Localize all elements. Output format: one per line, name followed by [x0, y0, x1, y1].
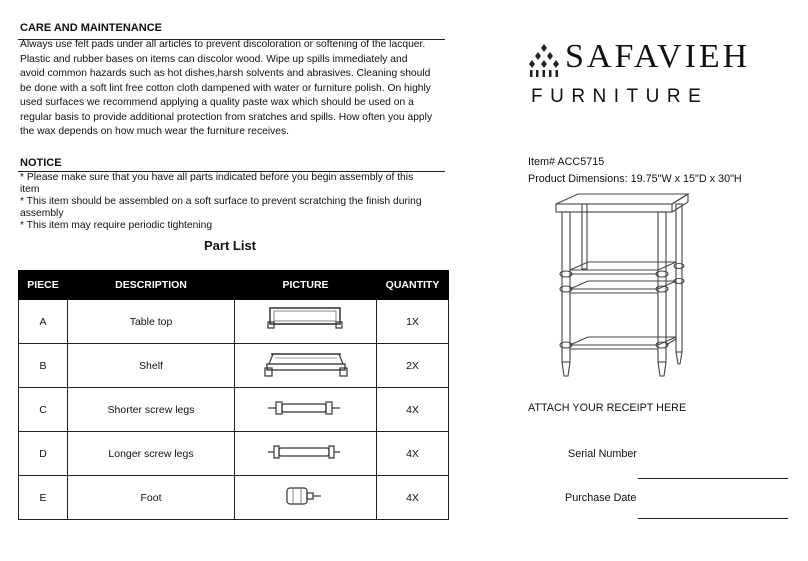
- column-header-piece: PIECE: [19, 271, 68, 300]
- picture-cell: [235, 300, 377, 344]
- long-leg-drawing: [266, 440, 346, 464]
- picture-cell: [235, 344, 377, 388]
- piece-cell: B: [19, 344, 68, 388]
- product-dimensions: Product Dimensions: 19.75"W x 15"D x 30"H: [528, 173, 742, 185]
- table-row: [19, 476, 449, 520]
- column-header-picture: PICTURE: [235, 271, 377, 300]
- notice-line: item: [20, 184, 40, 195]
- part-list-title: Part List: [204, 238, 257, 253]
- shelf-drawing: [261, 344, 351, 384]
- description-cell: Longer screw legs: [68, 432, 235, 476]
- column-header-quantity: QUANTITY: [377, 271, 449, 300]
- description-cell: Shorter screw legs: [68, 388, 235, 432]
- notice-line: * This item should be assembled on a soft surface to prevent scratching the finish during: [20, 196, 422, 207]
- parts-table: [18, 270, 449, 520]
- care-line: the wax depends on how much wear the furniture receives.: [20, 126, 290, 137]
- piece-cell: C: [19, 388, 68, 432]
- notice-line: assembly: [20, 208, 64, 219]
- foot-drawing: [281, 484, 331, 508]
- short-leg-drawing: [266, 396, 346, 420]
- brand-subtitle: FURNITURE: [531, 86, 709, 107]
- item-number: Item# ACC5715: [528, 156, 605, 168]
- description-cell: Shelf: [68, 344, 235, 388]
- picture-cell: [235, 476, 377, 520]
- care-heading: CARE AND MAINTENANCE: [20, 22, 162, 34]
- safavieh-logo-mark: [527, 42, 561, 78]
- table-top-drawing: [266, 300, 346, 340]
- piece-cell: D: [19, 432, 68, 476]
- picture-cell: [235, 432, 377, 476]
- care-paragraph: [20, 38, 460, 140]
- quantity-cell: 2X: [377, 344, 449, 388]
- receipt-heading: ATTACH YOUR RECEIPT HERE: [528, 402, 687, 414]
- care-line: avoid common hazards such as hot dishes,harsh solvents and abrasives. Cleaning should: [20, 68, 431, 79]
- quantity-cell: 4X: [377, 432, 449, 476]
- serial-number-line: [638, 478, 788, 479]
- notice-line: * This item may require periodic tightening: [20, 220, 213, 231]
- serial-number-label: Serial Number: [568, 448, 638, 460]
- description-cell: Foot: [68, 476, 235, 520]
- quantity-cell: 4X: [377, 476, 449, 520]
- table-row: [19, 300, 449, 344]
- piece-cell: E: [19, 476, 68, 520]
- notice-list: [20, 172, 450, 232]
- care-line: regular basis to provide additional protection from sratches and spills. How often you apply: [20, 111, 433, 123]
- care-line: Always use felt pads under all articles to prevent discoloration or softening of the lacquer.: [20, 39, 426, 50]
- brand-name: SAFAVIEH: [565, 38, 751, 75]
- table-row: [19, 344, 449, 388]
- table-row: [19, 432, 449, 476]
- column-header-description: DESCRIPTION: [68, 271, 235, 300]
- piece-cell: A: [19, 300, 68, 344]
- care-line: be done with a soft lint free cotton cloth dampened with water or furniture polish. On highly: [20, 82, 431, 94]
- parts-header-row: [19, 271, 449, 300]
- picture-cell: [235, 388, 377, 432]
- notice-line: * Please make sure that you have all parts indicated before you begin assembly of this: [20, 172, 414, 183]
- care-line: Plastic and rubber bases on items can discolor wood. Wipe up spills immediately and: [20, 53, 408, 65]
- purchase-date-line: [638, 518, 788, 519]
- quantity-cell: 4X: [377, 388, 449, 432]
- quantity-cell: 1X: [377, 300, 449, 344]
- table-row: [19, 388, 449, 432]
- care-line: used surfaces we recommend applying a quality paste wax which should be used on a: [20, 97, 414, 108]
- notice-heading: NOTICE: [20, 157, 62, 169]
- description-cell: Table top: [68, 300, 235, 344]
- purchase-date-label: Purchase Date: [565, 492, 637, 504]
- side-table-drawing: [548, 192, 698, 382]
